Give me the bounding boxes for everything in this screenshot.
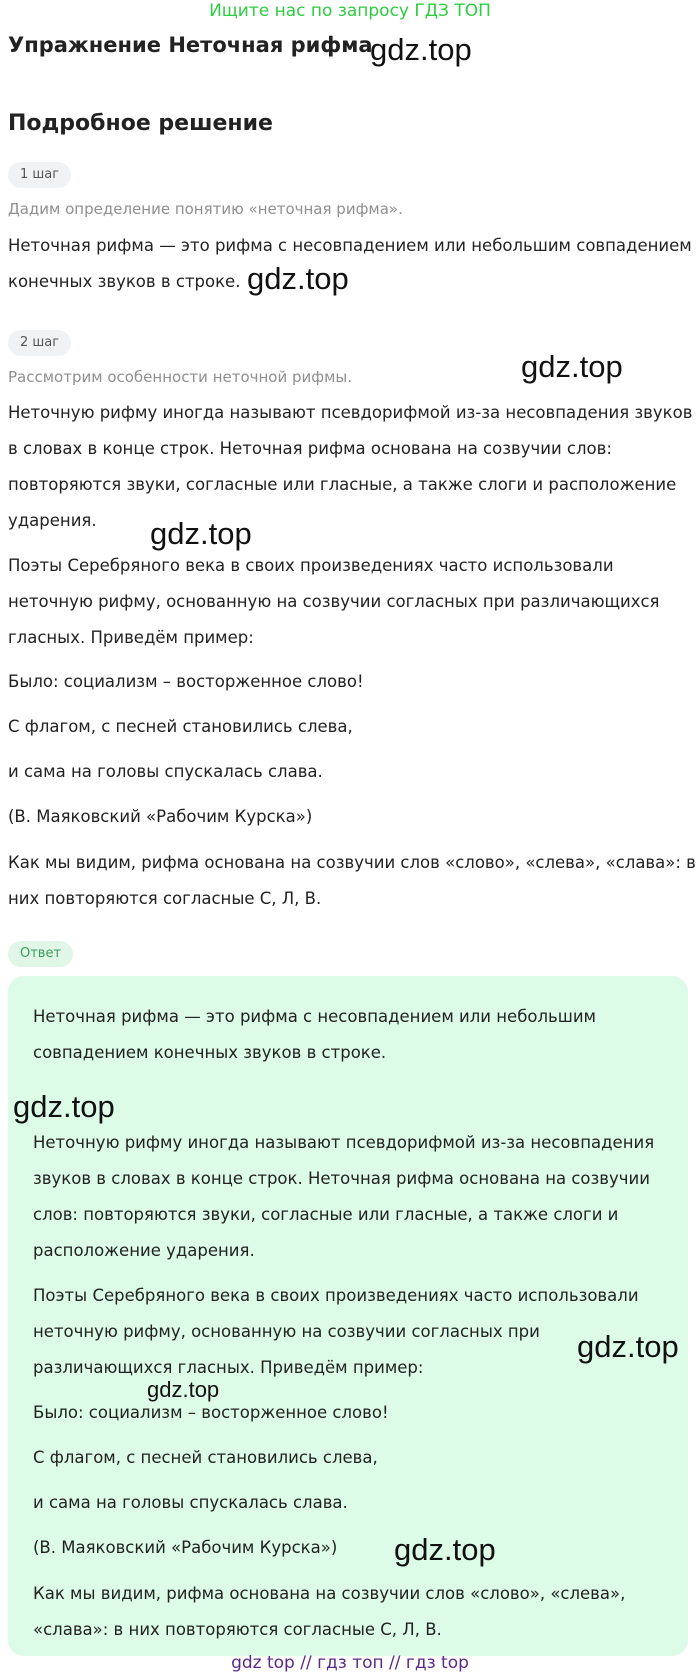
page-title: Упражнение Неточная рифма: [8, 33, 373, 57]
step-1-badge: 1 шаг: [8, 162, 71, 188]
answer-poem-line-1: Было: социализм – восторженное слово!: [33, 1403, 389, 1422]
step-2-poem-line-3: и сама на головы спускалась слава.: [8, 762, 323, 781]
text-line: конечных звуков в строке.: [8, 272, 241, 291]
step-2-paragraph-2: [8, 548, 659, 656]
text-line: гласных. Приведём пример:: [8, 628, 254, 647]
watermark: gdz.top: [247, 261, 349, 296]
text-line: Поэты Серебряного века в своих произведениях часто использовали: [8, 556, 614, 575]
step-2-badge: 2 шаг: [8, 330, 71, 356]
watermark: gdz.top: [394, 1532, 496, 1567]
answer-badge: Ответ: [8, 941, 73, 967]
step-2-paragraph-3: [8, 845, 696, 917]
text-line: в словах в конце строк. Неточная рифма основана на созвучии слов:: [8, 439, 612, 458]
text-line: Неточную рифму иногда называют псевдорифмой из-за несовпадения: [33, 1133, 655, 1152]
step-2-paragraph-1: [8, 395, 692, 539]
watermark: gdz.top: [150, 516, 252, 551]
step-2-hint: Рассмотрим особенности неточной рифмы.: [8, 368, 353, 386]
answer-paragraph-2: [33, 1125, 654, 1269]
step-2-poem-line-1: Было: социализм – восторженное слово!: [8, 672, 364, 691]
text-line: ударения.: [8, 511, 97, 530]
text-line: повторяются звуки, согласные или гласные, а также слоги и расположение: [8, 475, 677, 494]
text-line: Как мы видим, рифма основана на созвучии слов «слово», «слева»,: [33, 1584, 626, 1603]
answer-paragraph-4: [33, 1576, 625, 1648]
watermark: gdz.top: [13, 1089, 115, 1124]
text-line: звуков в словах в конце строк. Неточная рифма основана на созвучии: [33, 1169, 650, 1188]
watermark: gdz.top: [370, 32, 472, 67]
step-1-hint: Дадим определение понятию «неточная рифма».: [8, 200, 403, 218]
watermark: gdz.top: [521, 349, 623, 384]
answer-poem-line-2: С флагом, с песней становились слева,: [33, 1448, 378, 1467]
text-line: совпадением конечных звуков в строке.: [33, 1043, 387, 1062]
footer-links: gdz top // гдз топ // гдз top: [231, 1653, 469, 1673]
text-line: «слава»: в них повторяются согласные С, Л, В.: [33, 1620, 442, 1639]
step-2-poem-line-2: С флагом, с песней становились слева,: [8, 717, 353, 736]
text-line: слов: повторяются звуки, согласные или гласные, а также слоги и: [33, 1205, 619, 1224]
text-line: неточную рифму, основанную на созвучии согласных при различающихся: [8, 592, 660, 611]
answer-paragraph-1: [33, 999, 596, 1071]
text-line: них повторяются согласные С, Л, В.: [8, 889, 322, 908]
text-line: Неточную рифму иногда называют псевдорифмой из-за несовпадения звуков: [8, 403, 693, 422]
step-1-text: [8, 228, 692, 300]
step-2-poem-author: (В. Маяковский «Рабочим Курска»): [8, 807, 313, 826]
answer-poem-line-3: и сама на головы спускалась слава.: [33, 1493, 348, 1512]
text-line: расположение ударения.: [33, 1241, 255, 1260]
text-line: Неточная рифма — это рифма с несовпадением или небольшим совпадением: [8, 236, 692, 255]
answer-paragraph-3: [33, 1278, 639, 1386]
answer-poem-author: (В. Маяковский «Рабочим Курска»): [33, 1538, 338, 1557]
watermark: gdz.top: [147, 1377, 220, 1402]
text-line: различающихся гласных. Приведём пример:: [33, 1358, 424, 1377]
section-title: Подробное решение: [8, 111, 273, 136]
text-line: неточную рифму, основанную на созвучии согласных при: [33, 1322, 540, 1341]
watermark: gdz.top: [577, 1329, 679, 1364]
text-line: Поэты Серебряного века в своих произведениях часто использовали: [33, 1286, 639, 1305]
text-line: Неточная рифма — это рифма с несовпадением или небольшим: [33, 1007, 596, 1026]
top-banner: Ищите нас по запросу ГДЗ ТОП: [209, 1, 491, 21]
text-line: Как мы видим, рифма основана на созвучии слов «слово», «слева», «слава»: в: [8, 853, 696, 872]
